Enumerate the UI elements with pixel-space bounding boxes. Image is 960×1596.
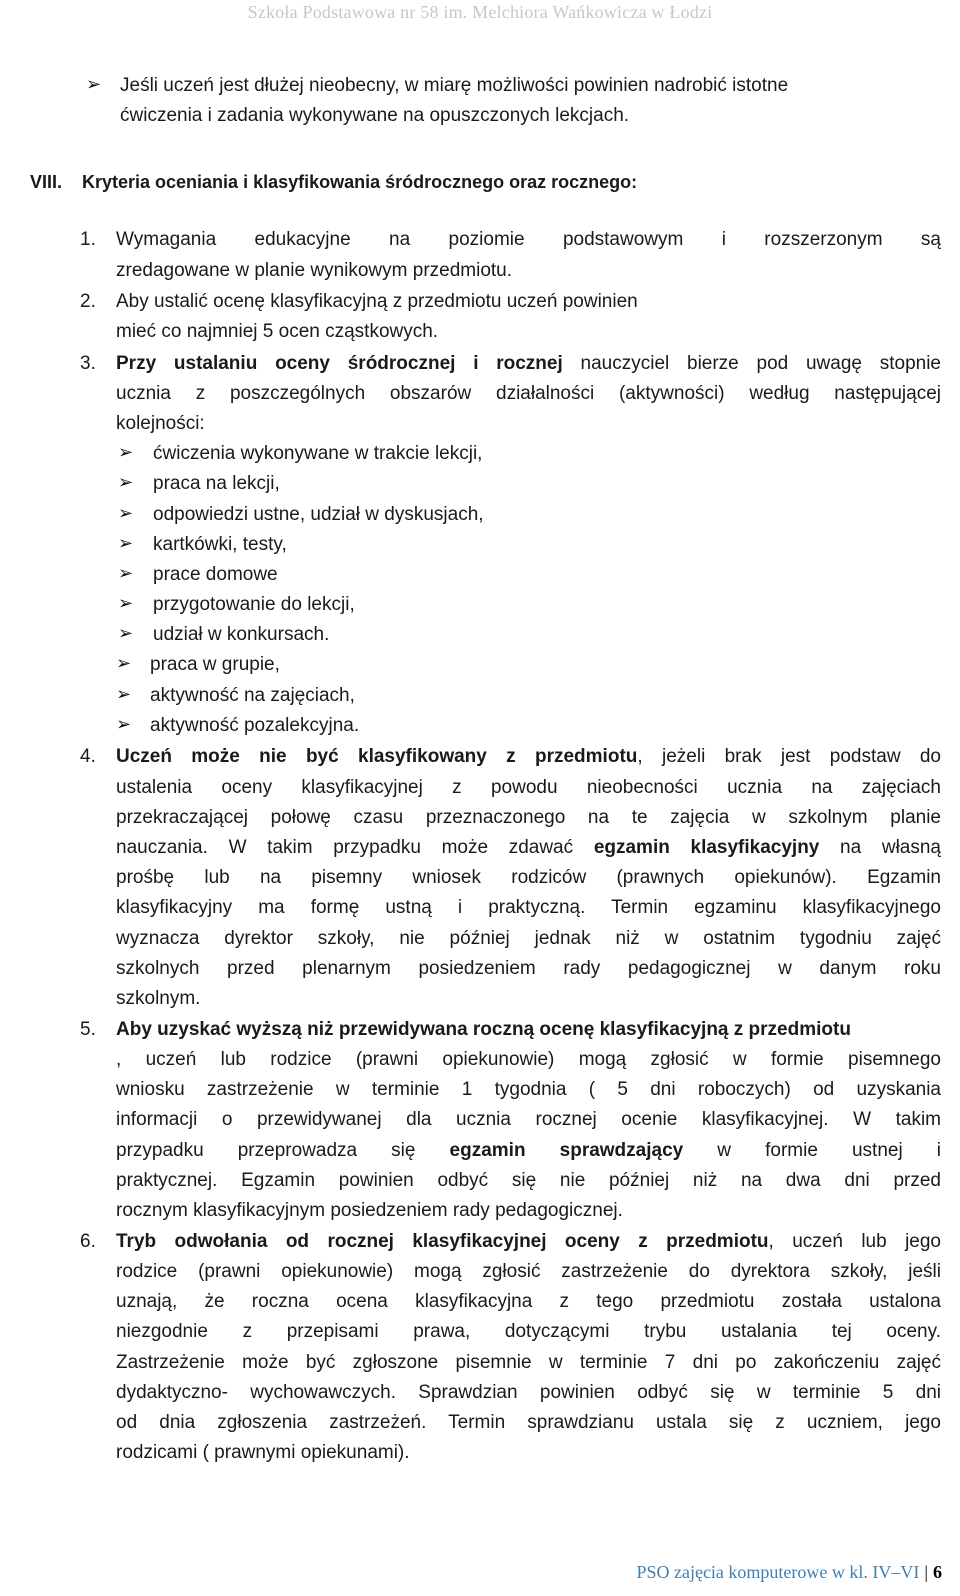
item-3-line-2: ucznia z poszczególnych obszarów działalności (aktywności) według następującej [116, 383, 941, 404]
arrow-bullet-icon: ➢ [116, 653, 132, 673]
item-6-line-6: dydaktyczno- wychowawczych. Sprawdzian powinien odbyć się w terminie 5 dni [116, 1382, 941, 1403]
item-3-rest: nauczyciel bierze pod uwagę stopnie [562, 353, 941, 374]
item-4-number: 4. [80, 746, 96, 767]
item-4-line-6: klasyfikacyjny ma formę ustną i praktyczną. Termin egzaminu klasyfikacyjnego [116, 897, 941, 918]
item-4-line-4b: egzamin klasyfikacyjny [593, 837, 820, 858]
item-4-rest: , jeżeli brak jest podstaw do [637, 746, 942, 767]
list-item: aktywność na zajęciach, [150, 685, 355, 706]
item-4-line-3: przekraczającej połowę czasu przeznaczonego na te zajęcia w szkolnym planie [116, 807, 941, 828]
item-4-line-5: prośbę lub na pisemny wniosek rodziców (prawnych opiekunów). Egzamin [116, 867, 941, 888]
item-3-number: 3. [80, 353, 96, 374]
item-1-number: 1. [80, 229, 96, 250]
item-5-line-7: rocznym klasyfikacyjnym posiedzeniem rady pedagogicznej. [116, 1200, 623, 1221]
section-title: Kryteria oceniania i klasyfikowania śródrocznego oraz rocznego: [82, 172, 638, 192]
item-2-number: 2. [80, 291, 96, 312]
item-5-line-5b: egzamin sprawdzający [449, 1140, 684, 1161]
list-item: ćwiczenia wykonywane w trakcie lekcji, [153, 443, 483, 464]
item-5-line-5c: w formie ustnej i [683, 1140, 941, 1161]
item-4-line-1 [116, 745, 941, 769]
item-1-line-2: zredagowane w planie wynikowym przedmiotu. [116, 260, 513, 281]
arrow-bullet-icon: ➢ [86, 74, 102, 94]
item-4-bold: Uczeń może nie być klasyfikowany z przedmiotu [116, 746, 638, 767]
arrow-bullet-icon: ➢ [118, 472, 134, 492]
item-6-line-8: rodzicami ( prawnymi opiekunami). [116, 1442, 410, 1463]
item-3-bold: Przy ustalaniu oceny śródrocznej i rocznej [116, 353, 563, 374]
intro-line-1: Jeśli uczeń jest dłużej nieobecny, w miarę możliwości powinien nadrobić istotne [120, 75, 789, 96]
arrow-bullet-icon: ➢ [116, 714, 132, 734]
list-item: aktywność pozalekcyjna. [150, 715, 360, 736]
footer-label: PSO zajęcia komputerowe w kl. IV–VI [636, 1562, 920, 1582]
list-item: prace domowe [153, 564, 278, 585]
item-5-number: 5. [80, 1019, 96, 1040]
item-4-line-2: ustalenia oceny klasyfikacyjnej z powodu nieobecności ucznia na zajęciach [116, 777, 941, 798]
item-5-line-1: Aby uzyskać wyższą niż przewidywana roczną ocenę klasyfikacyjną z przedmiotu [116, 1019, 851, 1040]
list-item: kartkówki, testy, [153, 534, 287, 555]
list-item: praca w grupie, [150, 654, 280, 675]
arrow-bullet-icon: ➢ [118, 533, 134, 553]
arrow-bullet-icon: ➢ [118, 593, 134, 613]
item-3-line-3: kolejności: [116, 413, 205, 434]
section-numeral: VIII. [30, 172, 63, 192]
item-6-bold: Tryb odwołania od rocznej klasyfikacyjnej oceny z przedmiotu [116, 1231, 769, 1252]
page-footer [636, 1562, 942, 1583]
arrow-bullet-icon: ➢ [116, 684, 132, 704]
page-header: Szkoła Podstawowa nr 58 im. Melchiora Wańkowicza w Łodzi [247, 2, 713, 22]
item-4-line-8: szkolnych przed plenarnym posiedzeniem rady pedagogicznej w danym roku [116, 958, 941, 979]
item-1-line-1: Wymagania edukacyjne na poziomie podstawowym i rozszerzonym są [116, 229, 941, 250]
item-5-line-2: , uczeń lub rodzice (prawni opiekunowie) mogą zgłosić w formie pisemnego [116, 1049, 941, 1070]
arrow-bullet-icon: ➢ [118, 623, 134, 643]
arrow-bullet-icon: ➢ [118, 563, 134, 583]
arrow-bullet-icon: ➢ [118, 503, 134, 523]
item-4-line-9: szkolnym. [116, 988, 201, 1009]
item-6-line-2: rodzice (prawni opiekunowie) mogą zgłosić zastrzeżenie do dyrektora szkoły, jeśli [116, 1261, 941, 1282]
page-number: 6 [933, 1562, 942, 1582]
item-5-line-3: wniosku zastrzeżenie w terminie 1 tygodnia ( 5 dni roboczych) od uzyskania [116, 1079, 941, 1100]
item-6-line-4: niezgodnie z przepisami prawa, dotyczącymi trybu ustalania tej oceny. [116, 1321, 941, 1342]
item-6-number: 6. [80, 1231, 96, 1252]
item-2-line-2: mieć co najmniej 5 ocen cząstkowych. [116, 321, 439, 342]
list-item: udział w konkursach. [153, 624, 330, 645]
item-4-line-4a: nauczania. W takim przypadku może zdawać [116, 837, 594, 858]
item-5-line-4: informacji o przewidywanej dla ucznia rocznej ocenie klasyfikacyjnej. W takim [116, 1109, 941, 1130]
item-6-rest: , uczeń lub jego [768, 1231, 941, 1252]
arrow-bullet-icon: ➢ [118, 442, 134, 462]
item-6-line-1 [116, 1230, 941, 1254]
item-4-line-7: wyznacza dyrektor szkoły, nie później jednak niż w ostatnim tygodniu zajęć [116, 928, 941, 949]
item-3-line-1 [116, 352, 941, 376]
item-4-line-4c: na własną [819, 837, 941, 858]
intro-line-2: ćwiczenia i zadania wykonywane na opuszczonych lekcjach. [120, 105, 630, 126]
list-item: przygotowanie do lekcji, [153, 594, 355, 615]
footer-separator: | [924, 1562, 928, 1582]
item-6-line-5: Zastrzeżenie może być zgłoszone pisemnie w terminie 7 dni po zakończeniu zajęć [116, 1352, 941, 1373]
item-6-line-3: uznają, że roczna ocena klasyfikacyjna z tego przedmiotu została ustalona [116, 1291, 941, 1312]
item-4-line-4 [116, 836, 941, 860]
item-2-line-1: Aby ustalić ocenę klasyfikacyjną z przedmiotu uczeń powinien [116, 291, 638, 312]
list-item: odpowiedzi ustne, udział w dyskusjach, [153, 504, 484, 525]
item-6-line-7: od dnia zgłoszenia zastrzeżeń. Termin sprawdzianu ustala się z uczniem, jego [116, 1412, 941, 1433]
item-5-line-5a: przypadku przeprowadza się [116, 1140, 450, 1161]
item-5-line-6: praktycznej. Egzamin powinien odbyć się nie później niż na dwa dni przed [116, 1170, 941, 1191]
item-5-line-5 [116, 1139, 941, 1163]
list-item: praca na lekcji, [153, 473, 280, 494]
